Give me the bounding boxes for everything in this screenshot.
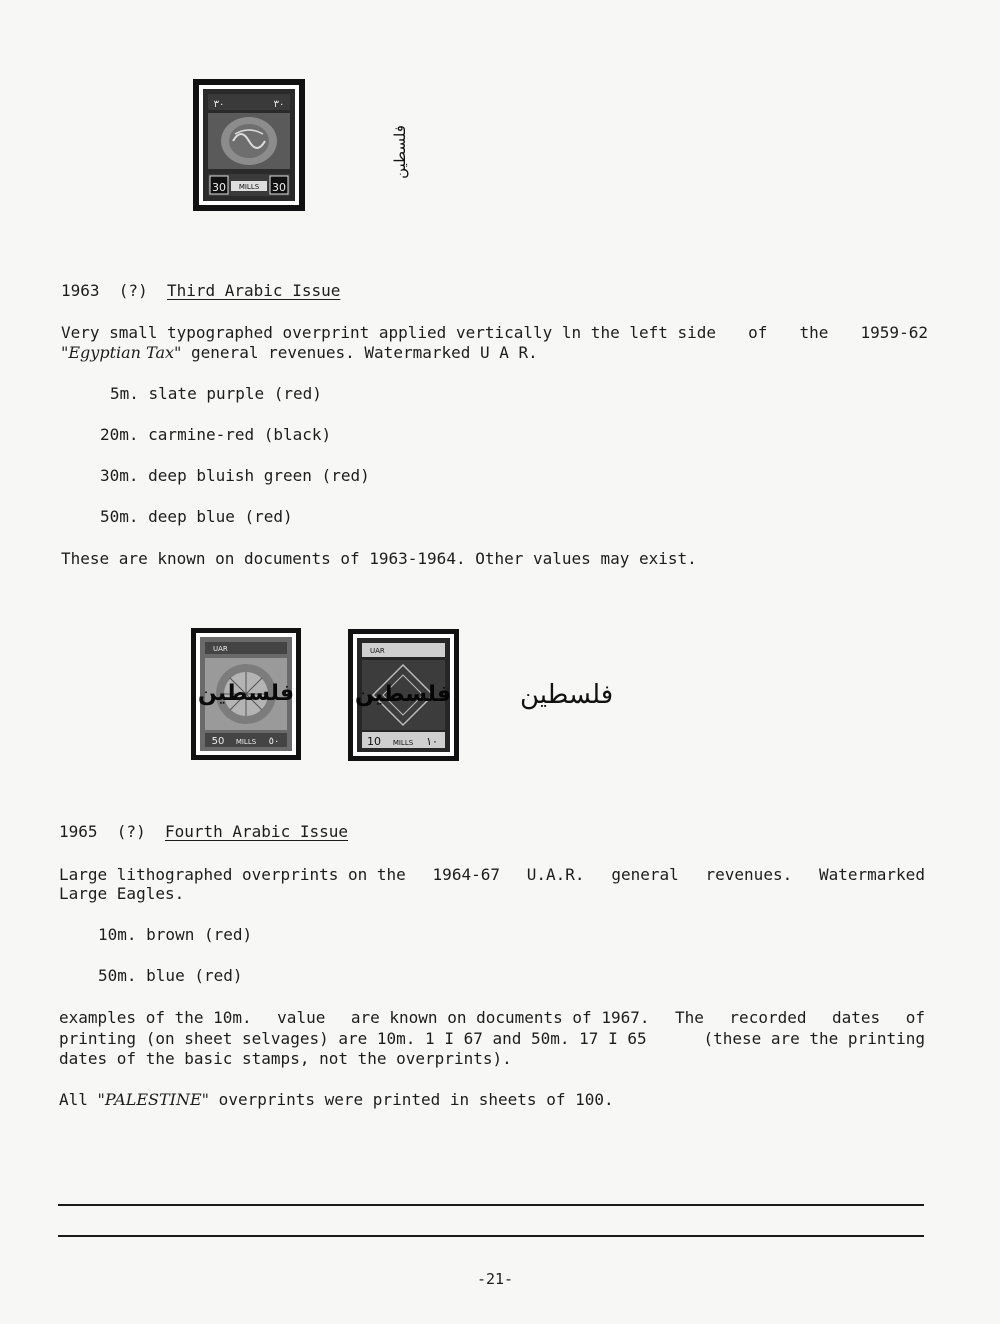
section2-value-item: 50m. blue (red): [98, 966, 243, 985]
stamp-b-value: 10: [367, 735, 381, 748]
text-segment: value: [277, 1008, 326, 1027]
stamp-b-overprint: فلسطين: [355, 682, 451, 707]
text-segment: Very small typographed overprint applied vertically ln the left side: [61, 323, 717, 342]
stamp-b-value-ar: ١٠: [426, 735, 438, 748]
stamp-top-value-right: 30: [272, 181, 286, 194]
stamp-50-mills-image: [191, 628, 301, 760]
section1-year: 1963: [61, 281, 100, 300]
arabic-overprint-sample: فلسطين: [520, 680, 614, 710]
section1-query: (?): [118, 281, 148, 300]
stamp-b-unit: MILLS: [392, 739, 414, 747]
vertical-arabic-overprint: فلسطين: [391, 125, 409, 179]
section2-value-item: 10m. brown (red): [98, 925, 253, 944]
section2-title: Fourth Arabic Issue: [164, 822, 348, 841]
text-segment: (these are the printing: [703, 1029, 925, 1048]
stamp-top-unit: MILLS: [238, 183, 260, 191]
stamp-a-unit: MILLS: [235, 738, 257, 746]
footer-rule-top: [58, 1204, 924, 1206]
section2-heading: [59, 822, 348, 842]
section2-query: (?): [116, 822, 146, 841]
stamp-a-value: 50: [211, 736, 225, 747]
stamp-b-header: UAR: [370, 647, 385, 655]
footer-rule-bottom: [58, 1235, 924, 1237]
text-segment: general: [611, 865, 679, 884]
text-segment: printing (on sheet selvages) are 10m. 1 I 67 and 50m. 17 I 65: [59, 1029, 647, 1048]
stamp-30-mills-image: [193, 79, 305, 211]
stamp-top-value-ar-left: ٣٠: [213, 99, 225, 110]
text-segment: of: [905, 1008, 925, 1027]
section2-paragraph-line1: [59, 1008, 925, 1028]
text-segment: revenues.: [705, 865, 793, 884]
stamp-10-mills-image: [348, 629, 459, 761]
text-segment: 1959-62: [860, 323, 928, 342]
section2-paragraph-line3: dates of the basic stamps, not the overprints).: [59, 1049, 512, 1068]
egyptian-tax-quote: "Egyptian Tax": [61, 343, 182, 362]
text-segment: are known on documents of 1967.: [350, 1008, 650, 1027]
section1-desc-line1: [61, 323, 928, 343]
stamp-a-header: UAR: [213, 645, 228, 653]
section1-value-item: 5m. slate purple (red): [110, 384, 322, 403]
text-segment: 1964-67: [432, 865, 500, 884]
text-segment: U.A.R.: [526, 865, 585, 884]
text-segment: general revenues. Watermarked U A R.: [181, 343, 538, 362]
section2-year: 1965: [59, 822, 98, 841]
palestine-quote: "PALESTINE": [97, 1090, 210, 1109]
section2-desc-line1: [59, 865, 925, 885]
stamp-top-value-left: 30: [212, 181, 226, 194]
text-segment: the: [799, 323, 829, 342]
text-segment: examples of the 10m.: [59, 1008, 252, 1027]
page-number: -21-: [476, 1270, 514, 1288]
section2-closing-note: [59, 1090, 614, 1110]
section1-note: These are known on documents of 1963-1964. Other values may exist.: [61, 549, 697, 568]
section2-paragraph-line2: [59, 1029, 925, 1049]
text-segment: The: [675, 1008, 704, 1027]
stamp-a-overprint: فلسطين: [198, 681, 294, 706]
stamp-a-value-ar: ٥٠: [268, 736, 280, 747]
text-segment: Watermarked: [818, 865, 925, 884]
section1-desc-line2: [61, 343, 538, 363]
section1-value-item: 20m. carmine-red (black): [100, 425, 332, 444]
section1-title: Third Arabic Issue: [166, 281, 341, 300]
text-segment: Large lithographed overprints on the: [59, 865, 406, 884]
section1-value-item: 30m. deep bluish green (red): [100, 466, 370, 485]
section1-value-item: 50m. deep blue (red): [100, 507, 293, 526]
section1-heading: [61, 281, 340, 301]
text-segment: All: [59, 1090, 98, 1109]
text-segment: overprints were printed in sheets of 100.: [209, 1090, 614, 1109]
stamp-top-value-ar-right: ٣٠: [273, 99, 285, 110]
text-segment: dates: [832, 1008, 881, 1027]
section2-desc-line2: Large Eagles.: [59, 884, 185, 903]
text-segment: of: [748, 323, 768, 342]
text-segment: recorded: [729, 1008, 807, 1027]
